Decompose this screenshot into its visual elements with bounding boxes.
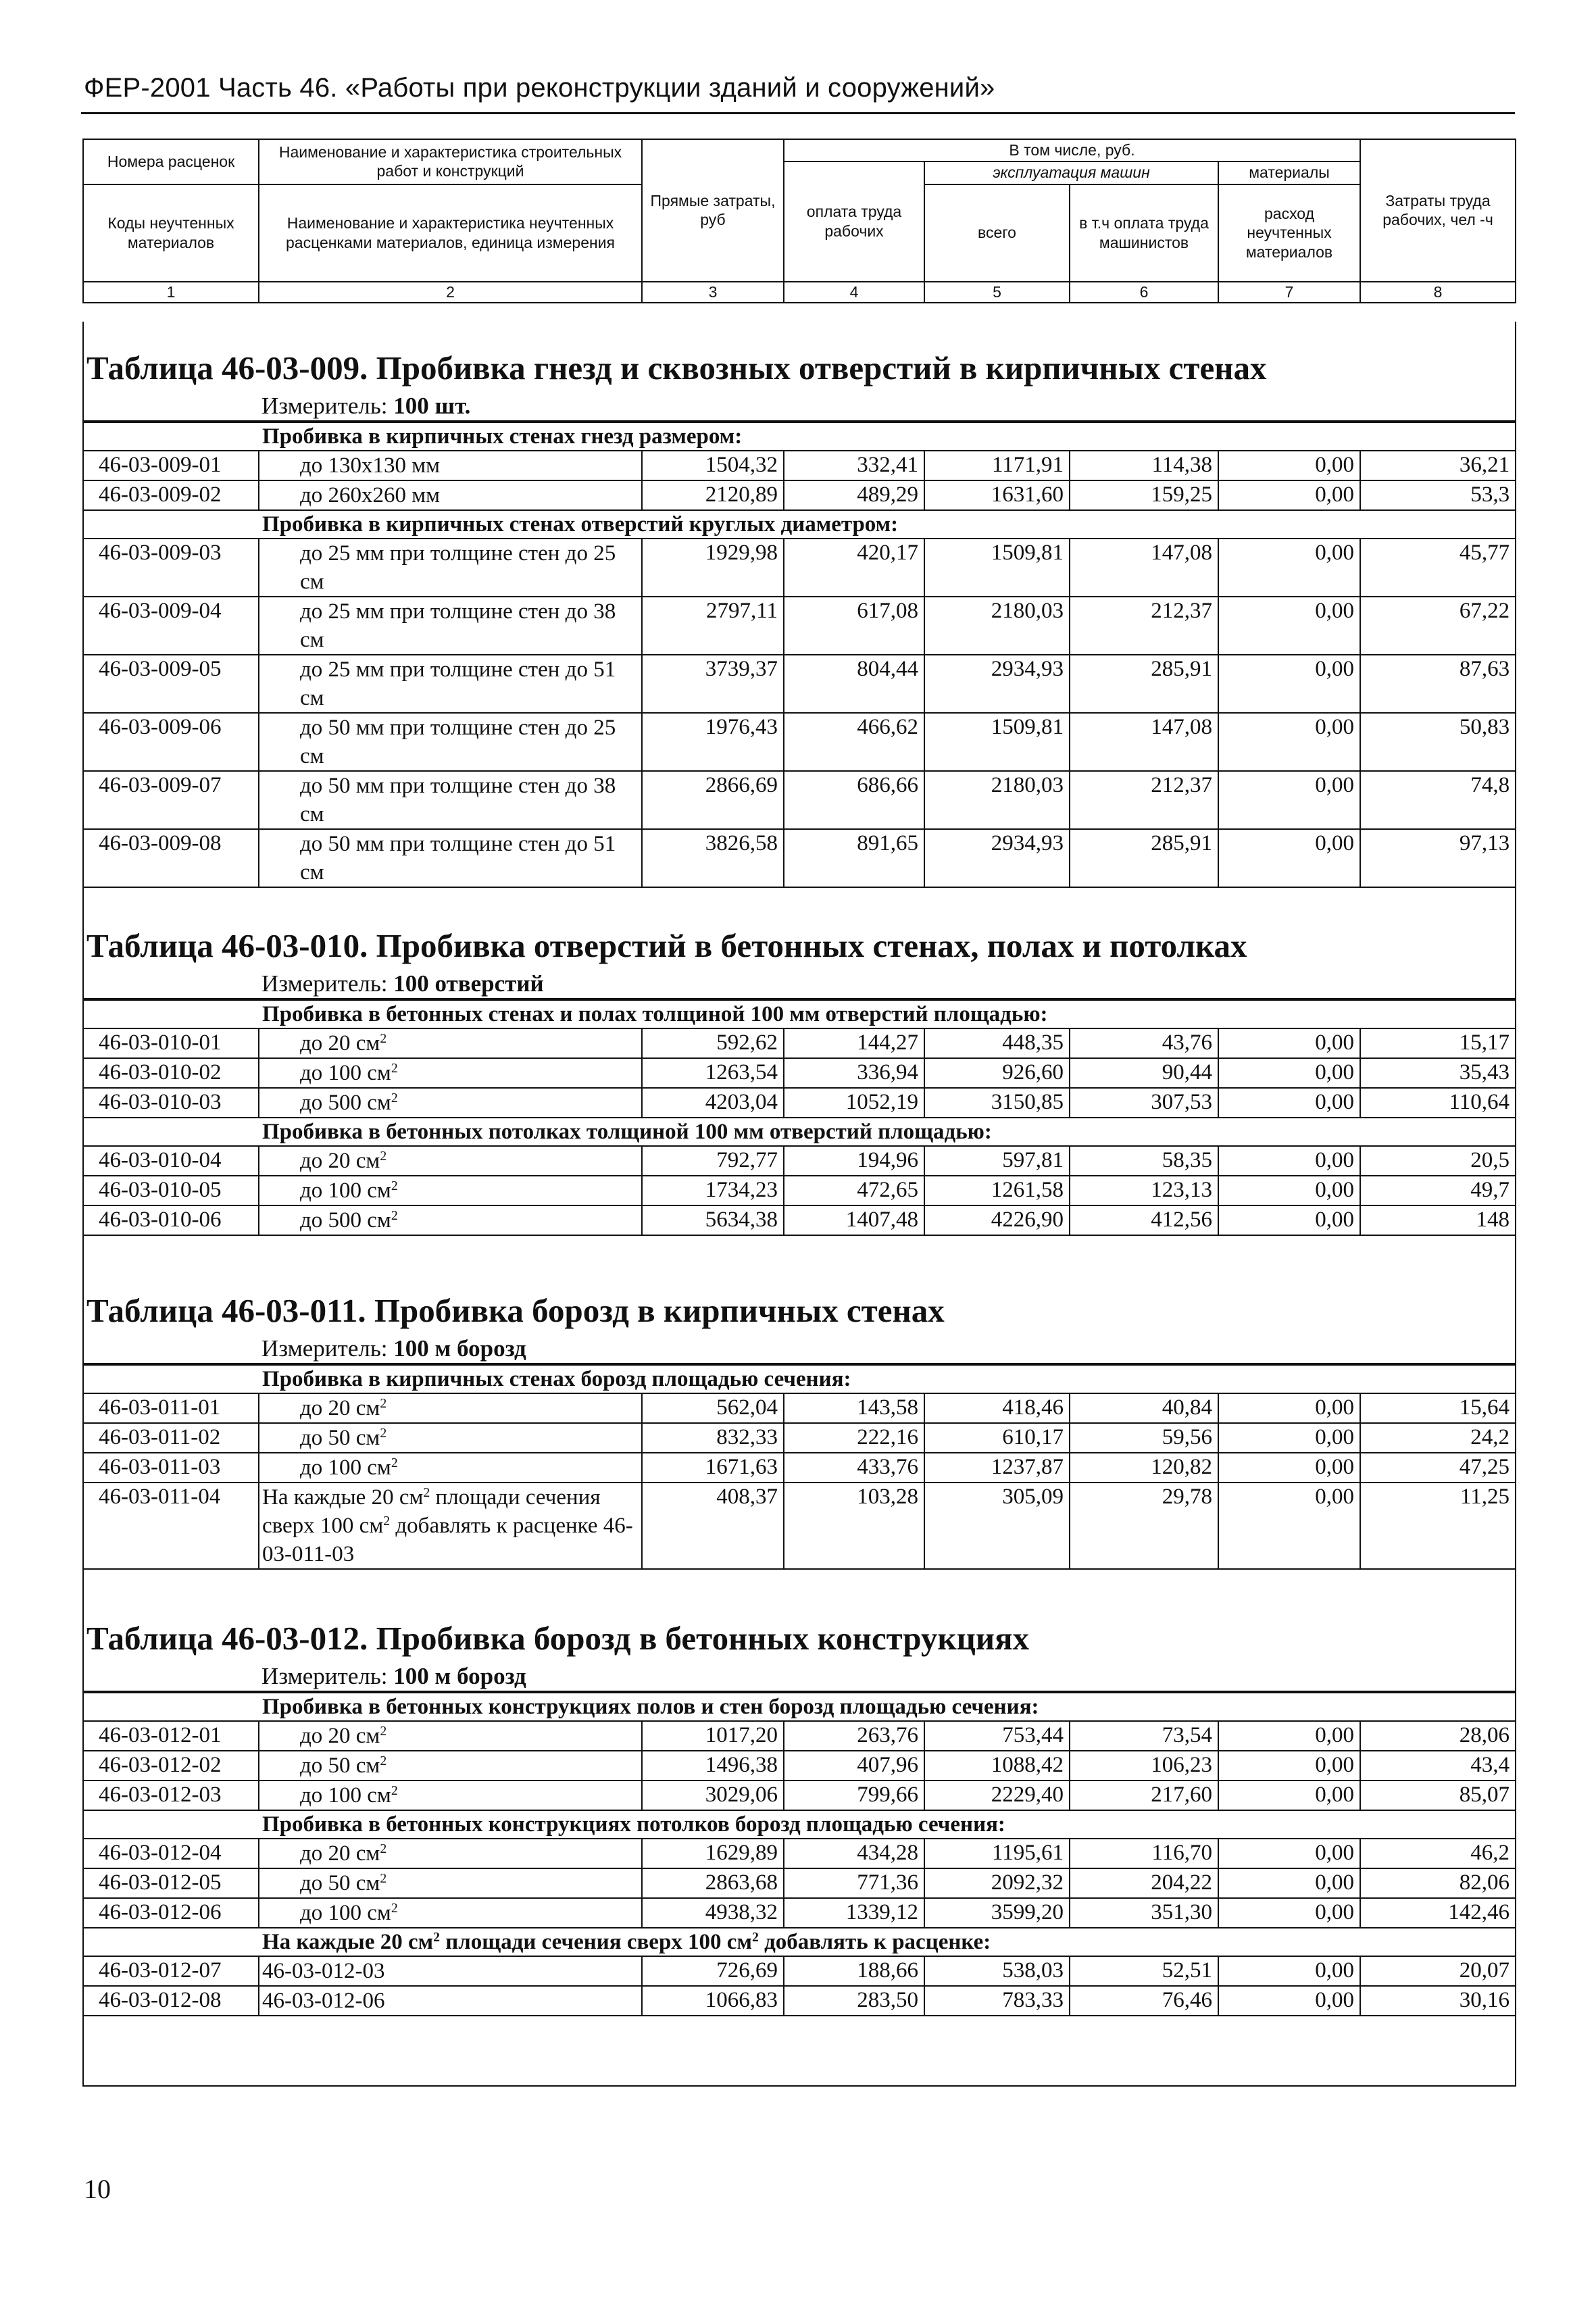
measure-value: 100 м борозд xyxy=(393,1663,526,1689)
machine-costs: 753,44 xyxy=(924,1721,1070,1751)
header-number: 8 xyxy=(1360,282,1516,303)
direct-costs: 1504,32 xyxy=(642,451,784,480)
rate-code: 46-03-009-05 xyxy=(83,655,259,713)
rate-code: 46-03-010-06 xyxy=(83,1205,259,1235)
measure-label: Измеритель: xyxy=(261,970,388,997)
work-description: до 100 $см^2$ xyxy=(259,1781,642,1810)
machine-costs: 2092,32 xyxy=(924,1868,1070,1898)
materials-cost: 0,00 xyxy=(1218,1028,1360,1058)
machine-costs: 610,17 xyxy=(924,1423,1070,1453)
machine-costs: 2180,03 xyxy=(924,597,1070,655)
materials-cost: 0,00 xyxy=(1218,451,1360,480)
machine-costs: 1631,60 xyxy=(924,480,1070,510)
table-measure-unit xyxy=(82,1335,1515,1364)
materials-cost: 0,00 xyxy=(1218,1058,1360,1088)
worker-wages: 1052,19 xyxy=(784,1088,924,1118)
worker-wages: 332,41 xyxy=(784,451,924,480)
header-col1-bottom: Коды неучтенных материалов xyxy=(83,184,259,282)
direct-costs: 408,37 xyxy=(642,1483,784,1569)
machinist-wages: 204,22 xyxy=(1070,1868,1218,1898)
table-row xyxy=(83,1088,1516,1118)
work-description: 46-03-012-06 xyxy=(259,1986,642,2016)
work-description: до 500 $см^2$ xyxy=(259,1088,642,1118)
direct-costs: 4203,04 xyxy=(642,1088,784,1118)
machinist-wages: 116,70 xyxy=(1070,1839,1218,1868)
labor-hours: 15,17 xyxy=(1360,1028,1516,1058)
table-row xyxy=(83,771,1516,829)
table-row xyxy=(83,1839,1516,1868)
work-description: до 50 мм при толщине стен до 25 см xyxy=(259,713,642,771)
labor-hours: 46,2 xyxy=(1360,1839,1516,1868)
rate-code: 46-03-012-02 xyxy=(83,1751,259,1781)
labor-hours: 36,21 xyxy=(1360,451,1516,480)
machine-costs: 597,81 xyxy=(924,1146,1070,1176)
table-measure-unit xyxy=(82,392,1515,422)
page-number: 10 xyxy=(84,2174,111,2204)
rate-code: 46-03-009-08 xyxy=(83,829,259,887)
measure-label: Измеритель: xyxy=(261,1335,388,1362)
group-heading: Пробивка в бетонных стенах и полах толщиной 100 мм отверстий площадью: xyxy=(83,1000,1516,1028)
machine-costs: 1195,61 xyxy=(924,1839,1070,1868)
rate-code: 46-03-009-01 xyxy=(83,451,259,480)
header-number: 6 xyxy=(1070,282,1218,303)
group-heading: На каждые 20 $см^2$ площади сечения сверх 100 $см^2$ добавлять к расценке: xyxy=(83,1928,1516,1956)
group-heading: Пробивка в бетонных конструкциях потолков борозд площадью сечения: xyxy=(83,1810,1516,1839)
machinist-wages: 212,37 xyxy=(1070,771,1218,829)
group-heading-row xyxy=(83,1000,1516,1028)
table-row xyxy=(83,1205,1516,1235)
direct-costs: 726,69 xyxy=(642,1956,784,1986)
table-row xyxy=(83,1423,1516,1453)
table-row xyxy=(83,1986,1516,2016)
worker-wages: 804,44 xyxy=(784,655,924,713)
rate-code: 46-03-011-02 xyxy=(83,1423,259,1453)
machinist-wages: 52,51 xyxy=(1070,1956,1218,1986)
table-measure-unit xyxy=(82,1662,1515,1692)
labor-hours: 67,22 xyxy=(1360,597,1516,655)
table-title: Таблица 46-03-011. Пробивка борозд в кирпичных стенах xyxy=(86,1292,945,1329)
direct-costs: 592,62 xyxy=(642,1028,784,1058)
worker-wages: 283,50 xyxy=(784,1986,924,2016)
worker-wages: 222,16 xyxy=(784,1423,924,1453)
machinist-wages: 76,46 xyxy=(1070,1986,1218,2016)
labor-hours: 50,83 xyxy=(1360,713,1516,771)
worker-wages: 466,62 xyxy=(784,713,924,771)
materials-cost: 0,00 xyxy=(1218,1956,1360,1986)
machinist-wages: 123,13 xyxy=(1070,1176,1218,1205)
table-row xyxy=(83,539,1516,597)
group-heading: Пробивка в бетонных потолках толщиной 100 мм отверстий площадью: xyxy=(83,1118,1516,1146)
table-row xyxy=(83,1393,1516,1423)
direct-costs: 1263,54 xyxy=(642,1058,784,1088)
rate-code: 46-03-012-05 xyxy=(83,1868,259,1898)
machine-costs: 1088,42 xyxy=(924,1751,1070,1781)
rate-code: 46-03-010-03 xyxy=(83,1088,259,1118)
materials-cost: 0,00 xyxy=(1218,1205,1360,1235)
labor-hours: 148 xyxy=(1360,1205,1516,1235)
table-title: Таблица 46-03-010. Пробивка отверстий в бетонных стенах, полах и потолках xyxy=(86,927,1247,964)
table-row xyxy=(83,1956,1516,1986)
direct-costs: 1496,38 xyxy=(642,1751,784,1781)
header-col2-bottom: Наименование и характеристика неучтенных расценками материалов, единица измерения xyxy=(259,184,642,282)
header-machines-wages: в т.ч оплата труда машинистов xyxy=(1070,184,1218,282)
machine-costs: 2180,03 xyxy=(924,771,1070,829)
rate-table-section xyxy=(82,1287,1515,1570)
materials-cost: 0,00 xyxy=(1218,1751,1360,1781)
direct-costs: 2866,69 xyxy=(642,771,784,829)
worker-wages: 336,94 xyxy=(784,1058,924,1088)
column-header-table xyxy=(82,139,1516,303)
table-row xyxy=(83,451,1516,480)
materials-cost: 0,00 xyxy=(1218,1176,1360,1205)
group-heading-row xyxy=(83,1118,1516,1146)
work-description: до 20 $см^2$ xyxy=(259,1146,642,1176)
materials-cost: 0,00 xyxy=(1218,539,1360,597)
header-col2-top: Наименование и характеристика строительных работ и конструкций xyxy=(259,139,642,184)
machine-costs: 305,09 xyxy=(924,1483,1070,1569)
rate-code: 46-03-011-01 xyxy=(83,1393,259,1423)
measure-value: 100 м борозд xyxy=(393,1335,526,1362)
header-number: 3 xyxy=(642,282,784,303)
worker-wages: 686,66 xyxy=(784,771,924,829)
table-row xyxy=(83,1483,1516,1569)
materials-cost: 0,00 xyxy=(1218,655,1360,713)
machinist-wages: 217,60 xyxy=(1070,1781,1218,1810)
machine-costs: 926,60 xyxy=(924,1058,1070,1088)
rate-code: 46-03-009-03 xyxy=(83,539,259,597)
materials-cost: 0,00 xyxy=(1218,713,1360,771)
table-row xyxy=(83,1453,1516,1483)
direct-costs: 1734,23 xyxy=(642,1176,784,1205)
work-description: до 100 $см^2$ xyxy=(259,1176,642,1205)
direct-costs: 1929,98 xyxy=(642,539,784,597)
materials-cost: 0,00 xyxy=(1218,1483,1360,1569)
worker-wages: 433,76 xyxy=(784,1453,924,1483)
machine-costs: 538,03 xyxy=(924,1956,1070,1986)
work-description: до 25 мм при толщине стен до 25 см xyxy=(259,539,642,597)
header-wages: оплата труда рабочих xyxy=(784,161,924,282)
worker-wages: 472,65 xyxy=(784,1176,924,1205)
table-row xyxy=(83,1721,1516,1751)
direct-costs: 1629,89 xyxy=(642,1839,784,1868)
rate-code: 46-03-009-02 xyxy=(83,480,259,510)
table-row xyxy=(83,655,1516,713)
labor-hours: 43,4 xyxy=(1360,1751,1516,1781)
materials-cost: 0,00 xyxy=(1218,1868,1360,1898)
header-rule xyxy=(81,112,1515,114)
table-title: Таблица 46-03-012. Пробивка борозд в бетонных конструкциях xyxy=(86,1620,1030,1657)
rate-code: 46-03-012-03 xyxy=(83,1781,259,1810)
machinist-wages: 285,91 xyxy=(1070,829,1218,887)
machine-costs: 1261,58 xyxy=(924,1176,1070,1205)
header-number: 4 xyxy=(784,282,924,303)
machinist-wages: 59,56 xyxy=(1070,1423,1218,1453)
rate-code: 46-03-011-03 xyxy=(83,1453,259,1483)
table-measure-unit xyxy=(82,970,1515,999)
header-direct-costs: Прямые затраты, руб xyxy=(642,139,784,282)
labor-hours: 110,64 xyxy=(1360,1088,1516,1118)
labor-hours: 74,8 xyxy=(1360,771,1516,829)
work-description: до 50 $см^2$ xyxy=(259,1423,642,1453)
table-row xyxy=(83,1028,1516,1058)
worker-wages: 1407,48 xyxy=(784,1205,924,1235)
machinist-wages: 43,76 xyxy=(1070,1028,1218,1058)
machine-costs: 448,35 xyxy=(924,1028,1070,1058)
labor-hours: 15,64 xyxy=(1360,1393,1516,1423)
labor-hours: 49,7 xyxy=(1360,1176,1516,1205)
group-heading-row xyxy=(83,1365,1516,1393)
rate-code: 46-03-010-02 xyxy=(83,1058,259,1088)
machinist-wages: 106,23 xyxy=(1070,1751,1218,1781)
worker-wages: 194,96 xyxy=(784,1146,924,1176)
rate-code: 46-03-012-07 xyxy=(83,1956,259,1986)
header-materials: материалы xyxy=(1218,161,1360,184)
direct-costs: 3739,37 xyxy=(642,655,784,713)
machinist-wages: 285,91 xyxy=(1070,655,1218,713)
worker-wages: 771,36 xyxy=(784,1868,924,1898)
worker-wages: 143,58 xyxy=(784,1393,924,1423)
rate-code: 46-03-012-06 xyxy=(83,1898,259,1928)
machine-costs: 2934,93 xyxy=(924,829,1070,887)
worker-wages: 144,27 xyxy=(784,1028,924,1058)
machine-costs: 1509,81 xyxy=(924,539,1070,597)
labor-hours: 28,06 xyxy=(1360,1721,1516,1751)
table-row xyxy=(83,480,1516,510)
direct-costs: 5634,38 xyxy=(642,1205,784,1235)
machine-costs: 418,46 xyxy=(924,1393,1070,1423)
labor-hours: 53,3 xyxy=(1360,480,1516,510)
table-row xyxy=(83,1058,1516,1088)
table-row xyxy=(83,1898,1516,1928)
labor-hours: 24,2 xyxy=(1360,1423,1516,1453)
machine-costs: 1171,91 xyxy=(924,451,1070,480)
rate-code: 46-03-010-01 xyxy=(83,1028,259,1058)
machinist-wages: 40,84 xyxy=(1070,1393,1218,1423)
materials-cost: 0,00 xyxy=(1218,597,1360,655)
worker-wages: 407,96 xyxy=(784,1751,924,1781)
work-description: На каждые 20 $см^2$ площади сечения сверх 100 $см^2$ добавлять к расценке 46-03-011-03 xyxy=(259,1483,642,1569)
materials-cost: 0,00 xyxy=(1218,1393,1360,1423)
labor-hours: 85,07 xyxy=(1360,1781,1516,1810)
rate-code: 46-03-009-06 xyxy=(83,713,259,771)
machinist-wages: 73,54 xyxy=(1070,1721,1218,1751)
worker-wages: 489,29 xyxy=(784,480,924,510)
table-row xyxy=(83,713,1516,771)
machinist-wages: 114,38 xyxy=(1070,451,1218,480)
work-description: до 25 мм при толщине стен до 51 см xyxy=(259,655,642,713)
materials-cost: 0,00 xyxy=(1218,829,1360,887)
group-heading-row xyxy=(83,1810,1516,1839)
direct-costs: 4938,32 xyxy=(642,1898,784,1928)
direct-costs: 832,33 xyxy=(642,1423,784,1453)
materials-cost: 0,00 xyxy=(1218,1423,1360,1453)
direct-costs: 792,77 xyxy=(642,1146,784,1176)
work-description: до 20 $см^2$ xyxy=(259,1393,642,1423)
work-description: до 260x260 мм xyxy=(259,480,642,510)
materials-cost: 0,00 xyxy=(1218,480,1360,510)
measure-value: 100 отверстий xyxy=(393,970,544,997)
measure-label: Измеритель: xyxy=(261,1663,388,1689)
work-description: до 50 $см^2$ xyxy=(259,1868,642,1898)
machine-costs: 1509,81 xyxy=(924,713,1070,771)
materials-cost: 0,00 xyxy=(1218,1898,1360,1928)
rate-code: 46-03-012-04 xyxy=(83,1839,259,1868)
header-number: 7 xyxy=(1218,282,1360,303)
group-heading-row xyxy=(83,1928,1516,1956)
group-heading: Пробивка в кирпичных стенах отверстий круглых диаметром: xyxy=(83,510,1516,539)
direct-costs: 1976,43 xyxy=(642,713,784,771)
direct-costs: 562,04 xyxy=(642,1393,784,1423)
rate-table xyxy=(82,1692,1516,2016)
direct-costs: 2797,11 xyxy=(642,597,784,655)
materials-cost: 0,00 xyxy=(1218,1721,1360,1751)
rate-code: 46-03-011-04 xyxy=(83,1483,259,1569)
machinist-wages: 90,44 xyxy=(1070,1058,1218,1088)
worker-wages: 434,28 xyxy=(784,1839,924,1868)
direct-costs: 3029,06 xyxy=(642,1781,784,1810)
work-description: до 25 мм при толщине стен до 38 см xyxy=(259,597,642,655)
work-description: до 100 $см^2$ xyxy=(259,1898,642,1928)
group-heading: Пробивка в кирпичных стенах гнезд размером: xyxy=(83,422,1516,451)
labor-hours: 97,13 xyxy=(1360,829,1516,887)
worker-wages: 891,65 xyxy=(784,829,924,887)
rate-code: 46-03-012-01 xyxy=(83,1721,259,1751)
labor-hours: 142,46 xyxy=(1360,1898,1516,1928)
measure-value: 100 шт. xyxy=(393,393,471,419)
work-description: 46-03-012-03 xyxy=(259,1956,642,1986)
table-title: Таблица 46-03-009. Пробивка гнезд и сквозных отверстий в кирпичных стенах xyxy=(86,349,1267,387)
labor-hours: 11,25 xyxy=(1360,1483,1516,1569)
table-row xyxy=(83,1868,1516,1898)
machine-costs: 2229,40 xyxy=(924,1781,1070,1810)
machine-costs: 4226,90 xyxy=(924,1205,1070,1235)
table-row xyxy=(83,597,1516,655)
materials-cost: 0,00 xyxy=(1218,1781,1360,1810)
machinist-wages: 307,53 xyxy=(1070,1088,1218,1118)
labor-hours: 20,5 xyxy=(1360,1146,1516,1176)
direct-costs: 1066,83 xyxy=(642,1986,784,2016)
rate-table-section xyxy=(82,922,1515,1236)
direct-costs: 1671,63 xyxy=(642,1453,784,1483)
machinist-wages: 147,08 xyxy=(1070,539,1218,597)
work-description: до 50 $см^2$ xyxy=(259,1751,642,1781)
table-row xyxy=(83,1146,1516,1176)
machinist-wages: 147,08 xyxy=(1070,713,1218,771)
work-description: до 20 $см^2$ xyxy=(259,1839,642,1868)
rate-code: 46-03-009-04 xyxy=(83,597,259,655)
work-description: до 100 $см^2$ xyxy=(259,1058,642,1088)
group-heading: Пробивка в бетонных конструкциях полов и стен борозд площадью сечения: xyxy=(83,1693,1516,1721)
header-machines-total: всего xyxy=(924,184,1070,282)
worker-wages: 1339,12 xyxy=(784,1898,924,1928)
work-description: до 50 мм при толщине стен до 38 см xyxy=(259,771,642,829)
machinist-wages: 159,25 xyxy=(1070,480,1218,510)
labor-hours: 30,16 xyxy=(1360,1986,1516,2016)
labor-hours: 45,77 xyxy=(1360,539,1516,597)
machinist-wages: 412,56 xyxy=(1070,1205,1218,1235)
worker-wages: 420,17 xyxy=(784,539,924,597)
header-group-label: В том числе, руб. xyxy=(784,139,1360,161)
direct-costs: 2120,89 xyxy=(642,480,784,510)
worker-wages: 188,66 xyxy=(784,1956,924,1986)
direct-costs: 2863,68 xyxy=(642,1868,784,1898)
machinist-wages: 212,37 xyxy=(1070,597,1218,655)
group-heading-row xyxy=(83,1693,1516,1721)
materials-cost: 0,00 xyxy=(1218,1453,1360,1483)
machine-costs: 3599,20 xyxy=(924,1898,1070,1928)
rate-table-section xyxy=(82,1615,1515,2016)
header-number: 1 xyxy=(83,282,259,303)
materials-cost: 0,00 xyxy=(1218,1839,1360,1868)
labor-hours: 20,07 xyxy=(1360,1956,1516,1986)
rate-table xyxy=(82,1364,1516,1570)
work-description: до 20 $см^2$ xyxy=(259,1028,642,1058)
rate-code: 46-03-010-05 xyxy=(83,1176,259,1205)
measure-label: Измеритель: xyxy=(261,393,388,419)
direct-costs: 1017,20 xyxy=(642,1721,784,1751)
labor-hours: 47,25 xyxy=(1360,1453,1516,1483)
machinist-wages: 29,78 xyxy=(1070,1483,1218,1569)
machine-costs: 783,33 xyxy=(924,1986,1070,2016)
group-heading-row xyxy=(83,422,1516,451)
direct-costs: 3826,58 xyxy=(642,829,784,887)
machine-costs: 1237,87 xyxy=(924,1453,1070,1483)
materials-cost: 0,00 xyxy=(1218,1986,1360,2016)
machine-costs: 2934,93 xyxy=(924,655,1070,713)
machinist-wages: 58,35 xyxy=(1070,1146,1218,1176)
rate-table xyxy=(82,999,1516,1236)
work-description: до 100 $см^2$ xyxy=(259,1453,642,1483)
labor-hours: 82,06 xyxy=(1360,1868,1516,1898)
machinist-wages: 351,30 xyxy=(1070,1898,1218,1928)
work-description: до 130x130 мм xyxy=(259,451,642,480)
header-materials-use: расход неучтенных материалов xyxy=(1218,184,1360,282)
machine-costs: 3150,85 xyxy=(924,1088,1070,1118)
group-heading: Пробивка в кирпичных стенах борозд площадью сечения: xyxy=(83,1365,1516,1393)
work-description: до 20 $см^2$ xyxy=(259,1721,642,1751)
table-row xyxy=(83,1781,1516,1810)
work-description: до 500 $см^2$ xyxy=(259,1205,642,1235)
table-row xyxy=(83,829,1516,887)
header-machines: эксплуатация машин xyxy=(924,161,1218,184)
worker-wages: 263,76 xyxy=(784,1721,924,1751)
labor-hours: 87,63 xyxy=(1360,655,1516,713)
rate-code: 46-03-009-07 xyxy=(83,771,259,829)
table-row xyxy=(83,1751,1516,1781)
materials-cost: 0,00 xyxy=(1218,1088,1360,1118)
table-row xyxy=(83,1176,1516,1205)
rate-table-section xyxy=(82,345,1515,888)
header-number: 2 xyxy=(259,282,642,303)
header-labor: Затраты труда рабочих, чел -ч xyxy=(1360,139,1516,282)
rate-table xyxy=(82,422,1516,888)
rate-code: 46-03-012-08 xyxy=(83,1986,259,2016)
running-header: ФЕР-2001 Часть 46. «Работы при реконструкции зданий и сооружений» xyxy=(84,73,995,103)
worker-wages: 103,28 xyxy=(784,1483,924,1569)
work-description: до 50 мм при толщине стен до 51 см xyxy=(259,829,642,887)
group-heading-row xyxy=(83,510,1516,539)
materials-cost: 0,00 xyxy=(1218,771,1360,829)
header-col1-top: Номера расценок xyxy=(83,139,259,184)
rate-code: 46-03-010-04 xyxy=(83,1146,259,1176)
worker-wages: 799,66 xyxy=(784,1781,924,1810)
worker-wages: 617,08 xyxy=(784,597,924,655)
materials-cost: 0,00 xyxy=(1218,1146,1360,1176)
header-number: 5 xyxy=(924,282,1070,303)
labor-hours: 35,43 xyxy=(1360,1058,1516,1088)
machinist-wages: 120,82 xyxy=(1070,1453,1218,1483)
